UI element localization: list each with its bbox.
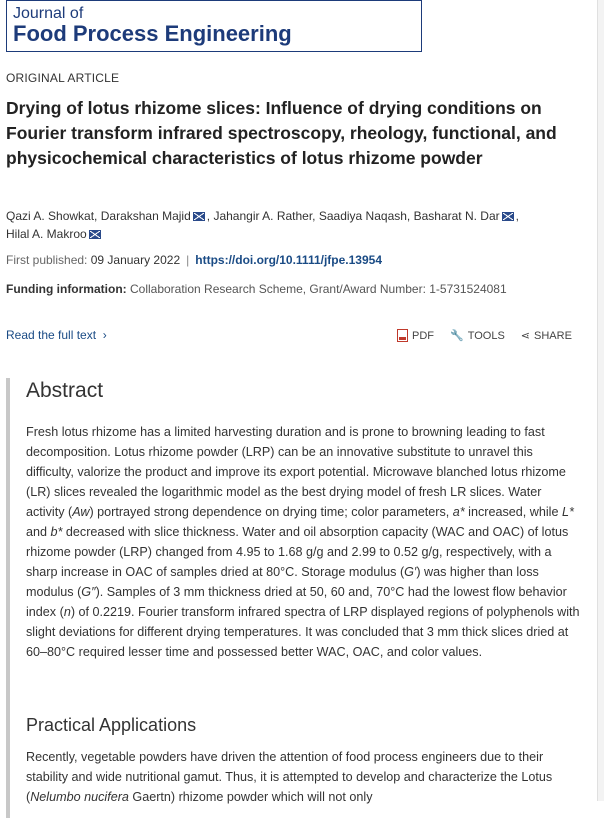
tools-label: TOOLS [467,329,505,342]
abstract-term: n [63,605,71,619]
funding-text: Collaboration Research Scheme, Grant/Award Number: 1-5731524081 [129,282,507,296]
pdf-label: PDF [412,329,434,342]
author-link[interactable]: Basharat N. Dar [413,209,500,223]
author-link[interactable]: Hilal A. Makroo [6,227,87,241]
publication-info [6,253,382,267]
share-icon: ⋖ [520,330,531,342]
read-full-text-link[interactable] [6,328,107,342]
funding-info [6,282,507,296]
separator: | [186,253,190,267]
author-link[interactable]: Darakshan Majid [100,209,191,223]
email-icon[interactable] [502,212,514,221]
abstract-text-part: and [26,525,51,539]
article-title: Drying of lotus rhizome slices: Influence of drying conditions on Fourier transform infrared spectroscopy, rheology, functional, and physicochemical characteristics of lotus rhizome powder [6,98,557,168]
article-tools [397,329,572,342]
wrench-icon: 🔧 [450,330,464,342]
share-button[interactable] [521,329,572,342]
author-list [6,207,586,243]
email-icon[interactable] [89,230,101,239]
chevron-right-icon: › [99,328,107,342]
published-date: 09 January 2022 [90,253,181,267]
share-label: SHARE [534,329,572,342]
pdf-button[interactable] [397,329,434,342]
journal-banner[interactable] [6,0,422,52]
author-link[interactable]: , Jahangir A. Rather, [206,209,316,223]
practical-text-part: Recently, vegetable powders have driven the attention of food process engineers due to their stability and wide nutritional gamut. Thus, it is attempted to develop and characterize the Lotus ( [26,750,553,804]
abstract-term: L* [562,505,574,519]
practical-applications-text [26,747,581,807]
abstract-term: G′ [404,565,417,579]
separator: , [515,209,519,223]
species-name: Nelumbo nucifera [30,790,129,804]
practical-applications-heading: Practical Applications [26,715,197,735]
abstract-text-part: decreased with slice thickness. Water and oil absorption capacity (WAC and OAC) of lotus rhizome powder (LRP) changed from 4.95 to 1.68 g/g and 2.99 to 0.52 g/g, respectively, with a sharp increase in OAC of samples dried at 80°C. Storage modulus ( [26,525,569,579]
abstract-term: G″ [81,585,96,599]
article-type: ORIGINAL ARTICLE [6,71,120,85]
abstract-text-part: ) of 0.2219. Fourier transform infrared spectra of LRP displayed regions of polyphenols with slight deviations for different drying temperatures. It was concluded that 3 mm thick slices dried at 60–80°C required lesser time and possessed better WAC, OAC, and color values. [26,605,580,659]
abstract-term: a* [452,505,465,519]
pdf-icon [397,329,408,342]
published-label: First published: [6,253,88,267]
abstract-text [26,422,581,662]
abstract-term: b* [50,525,63,539]
read-full-text-label: Read the full text [6,328,97,342]
abstract-text-part: Fresh lotus rhizome has a limited harvesting duration and is prone to browning leading to fast decomposition. Lotus rhizome powder (LRP) can be an innovative substitute to unravel this difficulty, valorize the product and improve its export potential. Microwave blanched lotus rhizome (LR) slices revealed the logarithmic model as the best drying model of fresh LR slices. Water activity ( [26,425,566,519]
abstract-text-part: ) portrayed strong dependence on drying time; color parameters, [89,505,453,519]
doi-link[interactable]: https://doi.org/10.1111/jfpe.13954 [195,253,382,267]
funding-label: Funding information: [6,282,127,296]
scrollbar[interactable] [597,0,604,801]
abstract-text-part: ) was higher than loss modulus ( [26,565,539,599]
journal-name-line1: Journal of [13,5,84,22]
practical-text-part: Gaertn) rhizome powder which will not only [128,790,373,804]
abstract-text-part: ). Samples of 3 mm thickness dried at 50, 60 and, 70°C had the lowest flow behavior index ( [26,585,567,619]
tools-button[interactable] [450,329,505,342]
author-link[interactable]: Qazi A. Showkat, [6,209,98,223]
abstract-text-part: increased, while [464,505,562,519]
author-link[interactable]: Saadiya Naqash, [318,209,411,223]
abstract-term: Aw [72,505,90,519]
journal-name-line2: Food Process Engineering [13,21,292,46]
abstract-heading: Abstract [26,379,104,402]
email-icon[interactable] [193,212,205,221]
